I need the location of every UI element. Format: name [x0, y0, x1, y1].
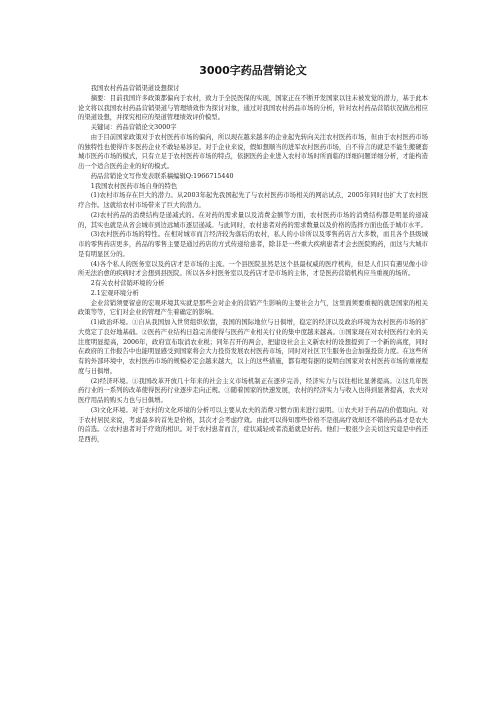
paragraph: (2)农村药品的消费结构是递减式的。在对药的需求量以及消费金额等方面，农村医药市场的消费结构都是明显的递减的，其实也就是从省会城市到边远城市逐层递减。与此同时，农村患者对药的需求数量以及价格的选择方面也低于城市水平。 — [78, 211, 428, 229]
paragraph: 2有关农村营销环境的分析 — [90, 280, 165, 287]
paragraph: (3)农村医药市场的特性。在相对城市而言经济较为落后的农村，私人的小诊所以及零售药店占大多数，而且各个县级城市的零售药店更多，药品的零售主要是通过药店的方式传递给患者，除非是一些重大疾病患者才会去医院购药，而这与大城市是有明显区分的。 — [78, 231, 428, 258]
paragraph: 2.1宏观环境分析 — [90, 289, 139, 297]
document-title: 3000字药品营销论文 — [199, 64, 307, 77]
paragraph: (2)经济环境。①我国改革开放几十年来的社会主义市场机制正在逐步完善，经济实力与以往相比显著提高。②这几年医药行业的一系列的改革使得医药行业逐步走向正规。③随着国家的快速发展，农村的经济实力与收入也得到显著提高，农夫对医疗用品的购买力也与日俱增。 — [78, 377, 428, 404]
document-page — [78, 62, 428, 445]
paragraph: 企业营销须要留意的宏观环境其实就是那些会对企业的营销产生影响的主要社会力气，这里面须要重视的就是国家的相关政策等等，它们对企业的管理产生着确定的影响。 — [78, 299, 428, 317]
paragraph: 1我国农村医药市场自身的特色 — [90, 182, 178, 190]
paragraph: (4)各个私人的医务室以及药店才是市场的主流。一个县医院虽然是这个县最权威的医疗机构，但是人们只有遇见像小诊所无法治愈的疾病时才会想到县医院。所以各乡村医务室以及药店才是市场的主体，才是医药营销机构应当重视的场所。 — [78, 260, 428, 278]
paragraph: 由于目前国家政策对于农村医药市场的偏向，所以现在越来越多的企业起先转向关注农村医药市场，但由于农村医药市场的独特性也使得许多医药企业不敢轻易涉足。对于企业来说，假如想顺当的进军农村医药市场，自不待言的就是不能生搬硬套城市医药市场的模式，只有立足于农村医药市场的特点，依据医药企业进入农村市场时所面临的详细问题详细分析，才能构造出一个适合医药企业的好的模式。 — [78, 133, 428, 170]
paragraph: (3)文化环境。对于农村的文化环境的分析可以主要从农夫的消费习惯方面来进行说明。①农夫对于药品的价值取向。对于农村居民来说，考虑最多的首先是价格，其次才会考虑疗效。由此可以得知那些价格不是很高疗效却还不错的药品才是农夫的首选。②农村患者对于疗效的相识。对于农村患者而言，症状减轻或者消逝就是好药。他们一般很少会关切这究竟是中药还是西药， — [78, 406, 428, 443]
paragraph: (1)农村市场存在巨大的潜力。从2003年起先我国起先了与农村医药市场相关的网站试点，2005年同时也扩大了农村医疗合作。这就给农村市场带来了巨大的潜力。 — [78, 192, 428, 209]
paragraph: 摘要：目前我国许多政策都偏向于农村，致力于全民医保的实现，国家正在不断开发国家以往未被发觉的潜力，基于此本论文将以我国农村药品营销渠道与管理绩效作为探讨对象，通过对我国农村药品市场的分析，针对农村药品营销状况做出相应的渠道设想，并探究相应的渠道管理绩效评价模型。 — [78, 94, 428, 122]
document-body — [78, 84, 428, 445]
paragraph: 药品营销论文写作发表联系稿编辑Q:1966715440 — [90, 172, 234, 180]
paragraph: 我国农村药品营销渠道设想探讨 — [90, 85, 180, 92]
paragraph: 关键词：药品营销论文3000字 — [90, 124, 177, 131]
paragraph: (1)政治环境。①自从我国加入世贸组织依靠，我国的国际地位与日俱增，稳定的经济以及政治环境为农村医药市场的扩大奠定了良好地基础。②医药产业结构日趋完善使得与医药产业相关行业的集中度越来越高。③国家现在对农村医药行业的关注度明显提高，2006年，政府宣布取消农业税；同年召开的两会，把建设社会主义新农村的设想提到了一个新的高度，同时在政府的工作报告中也能明显感受到国家将会大力投资发展农村医药市场，同时对社区卫生服务也会加强投资力度。在这些所有的外部环境中，农村医药市场的规模必定会越来越大，以上的这些措施，都有理有据的说明白国家对农村医药市场的重视程度与日俱增。 — [78, 319, 428, 375]
